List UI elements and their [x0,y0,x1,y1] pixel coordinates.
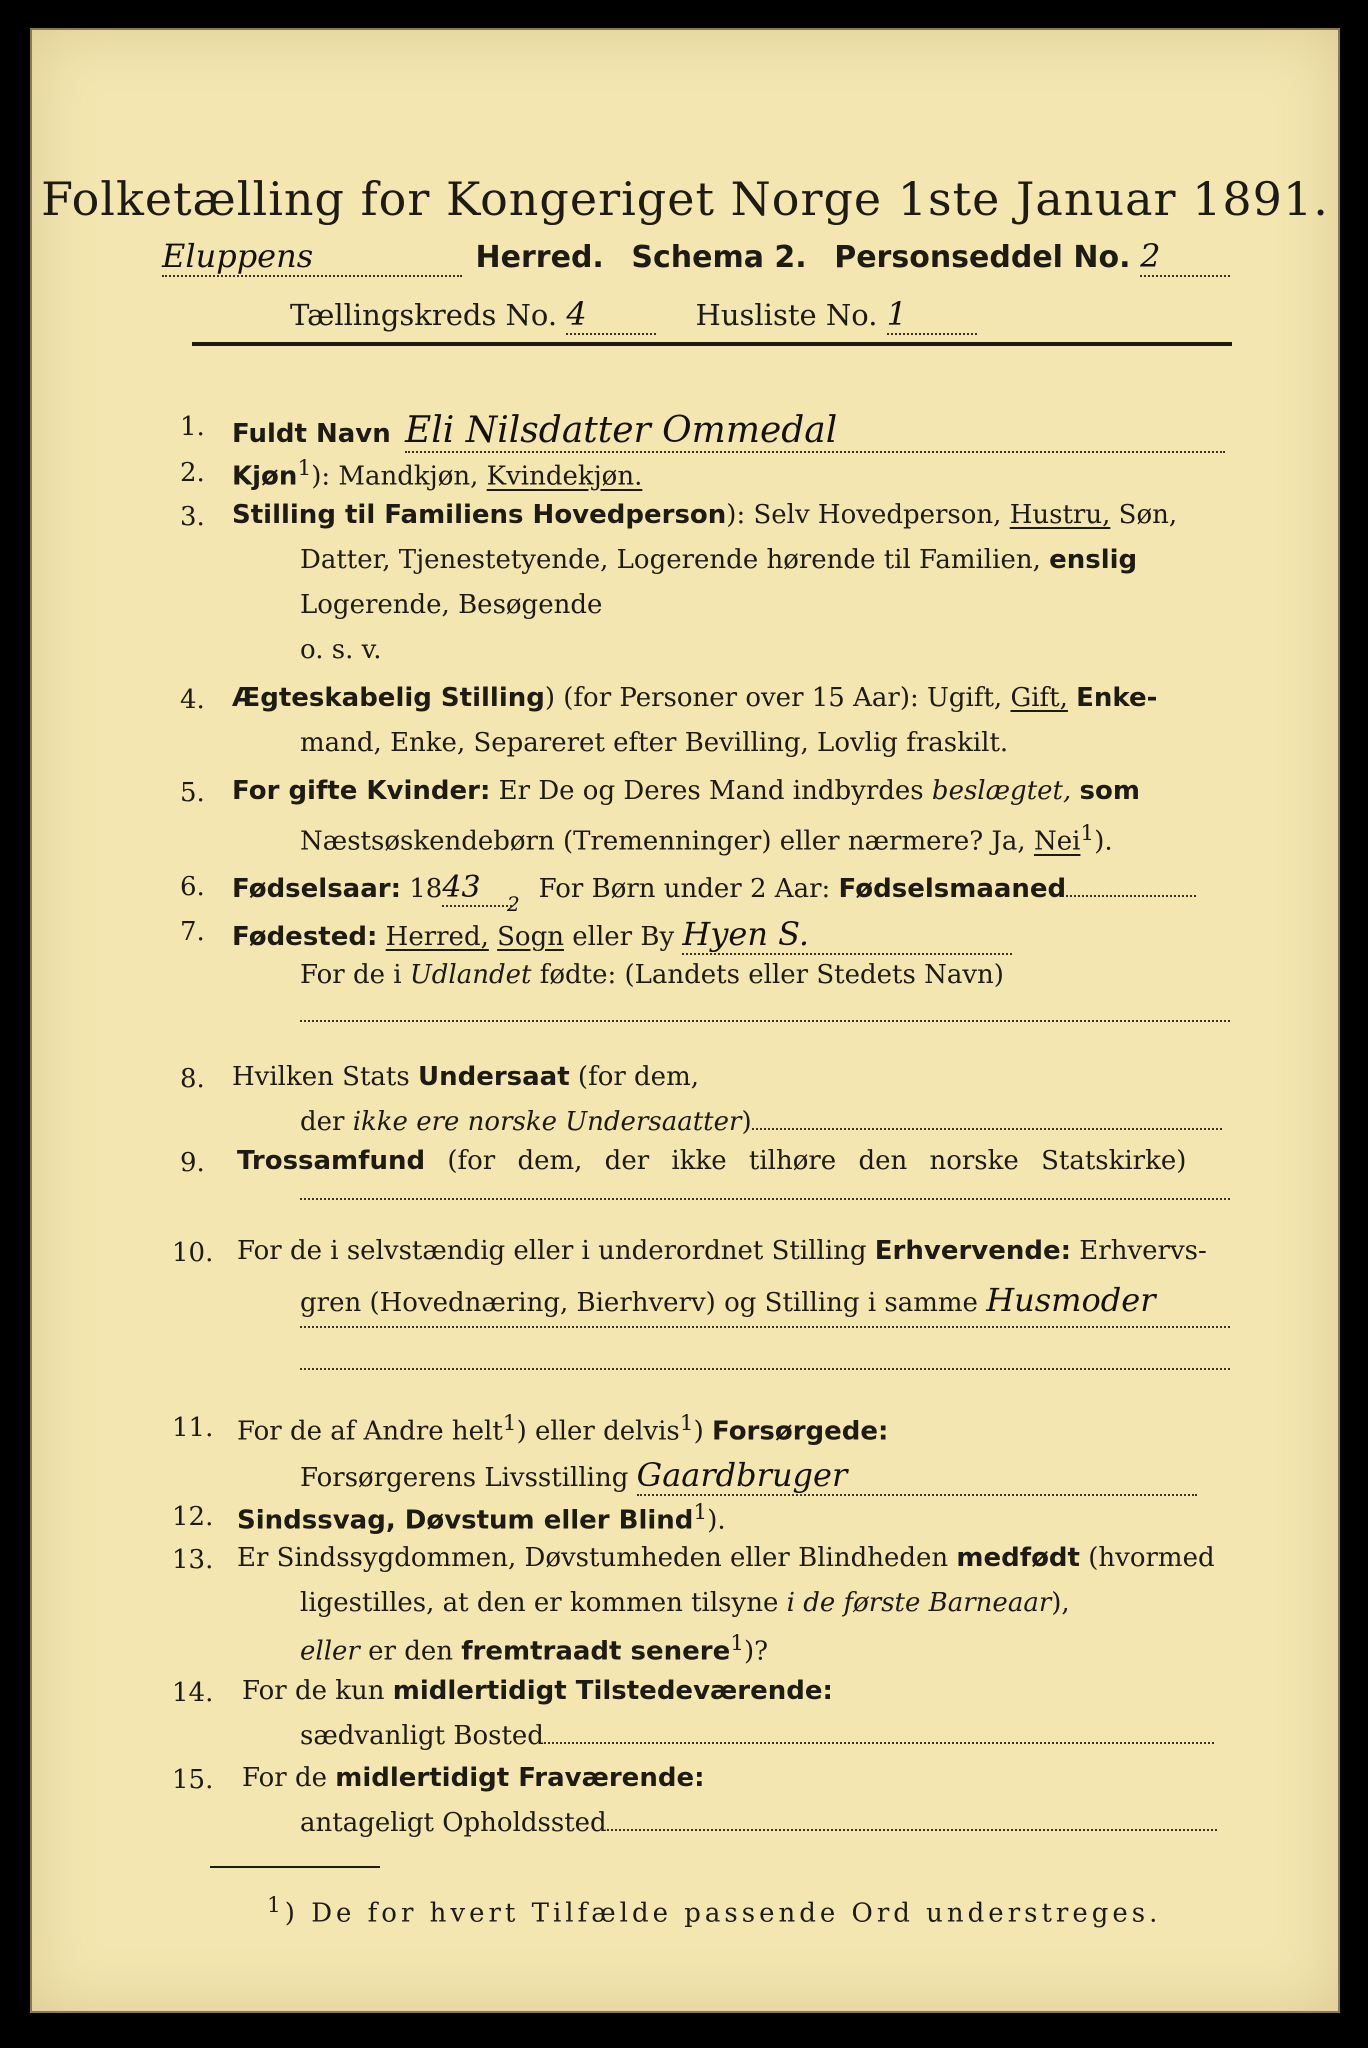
q7-label: Fødested: [232,922,378,952]
census-form: Folketælling for Kongeriget Norge 1ste Januar 1891. Eluppens Herred. Schema 2. Personseddel No. 2 Tællingskreds No. 4 Husliste No. 1 1. Fuldt Navn Eli Nilsdatter Ommedal 2. Kjøn$^1$): Mandkjøn, Kvindekjøn. 3. Stilling til Familiens Hovedperson): Selv Hovedperson, Hustru, Søn, Datter, Tjenestetyende, Logerende hørende til Familien, enslig Logerende, Besøgende o. s. v. 4. Ægteskabelig Stilling) (for Personer over 15 Aar): Ugift, Gift, Enke- mand, Enke, Separeret efter Bevilling, Lovlig fraskilt. 5. For gifte Kvinder: Er De og Deres Mand indbyrdes beslægtet, som Næstsøskendebørn (Tremenninger) eller nærmere? Ja, Nei$^1$). 6. Fødselsaar: 1843 For Børn under 2 Aar: Fødselsmaaned 7. Fødested: Herred, Sogn eller By Hyen S. 2 For de i Udlandet fødte: (Landets eller Stedets Navn) 8. Hvilken Stats Undersaat (for dem, der ikke ere norske Undersaatter) 9. Trossamfund (for dem, der ikke tilhøre den norske Statskirke) 10. For de i selvstændig eller i underordnet Stilling Erhvervende: Erhvervs- gren (Hovednæring, Bierhverv) og Stilling i samme Husmoder 11. For de af Andre helt$^1$) eller delvis$^1$) Forsørgede: Forsørgerens Livsstilling Gaardbruger 12. Sindssvag, Døvstum eller Blind$^1$). 13. Er Sindssygdommen, Døvstumheden eller Blindheden medfødt (hvormed ligestilles, at den er kommen tilsyne i de første Barneaar), eller er den fremtraadt senere$^1$)? 14. For de kun midlertidigt Tilstedeværende: sædvanligt Bosted 15. For de midlertidigt Fraværende: antageligt Opholdssted $^1$) De for hvert Tilfælde passende Ord understreges. [30,28,1340,2013]
q5-label: For gifte Kvinder: [232,776,491,806]
q13-number: 13. [172,1545,214,1575]
q8-number: 8. [180,1064,205,1094]
birthplace-value: Hyen S. [682,915,1012,955]
kvindekjon-underlined: Kvindekjøn. [486,461,643,492]
q9-row: Trossamfund (for dem, der ikke tilhøre den norske Statskirke) [237,1146,1187,1176]
q13-row: Er Sindssygdommen, Døvstumheden eller Blindheden medfødt (hvormed [237,1543,1215,1573]
provider-occupation-value: Gaardbruger [637,1456,1197,1496]
q10-row: For de i selvstændig eller i underordnet Stilling Erhvervende: Erhvervs- [237,1236,1207,1266]
q10-label: Erhvervende: [874,1236,1072,1266]
q1-row [232,410,1225,453]
form-title: Folketælling for Kongeriget Norge 1ste Januar 1891. [41,172,1329,226]
q14-row: For de kun midlertidigt Tilstedeværende: [242,1676,833,1706]
husliste-label: Husliste No. [695,298,878,332]
hustru-underlined: Hustru, [1009,500,1111,530]
q4-row: Ægteskabelig Stilling) (for Personer over 15 Aar): Ugift, Gift, Enke- [232,683,1158,713]
q14-label: midlertidigt Tilstedeværende: [392,1676,833,1706]
gift-underlined: Gift, [1010,683,1068,713]
q3-number: 3. [180,502,205,532]
q6-row: Fødselsaar: 1843 For Børn under 2 Aar: Fødselsmaaned [232,870,1196,907]
nei-underlined: Nei [1033,826,1081,857]
q5-number: 5. [180,778,205,808]
q15-label: midlertidigt Fraværende: [335,1763,705,1793]
q9-number: 9. [180,1148,205,1178]
footnote-rule [210,1866,380,1868]
herred-label: Herred. [475,240,604,275]
q8-row: Hvilken Stats Undersaat (for dem, [232,1062,699,1092]
q5-row: For gifte Kvinder: Er De og Deres Mand indbyrdes beslægtet, som [232,776,1140,806]
q2-label: Kjøn [232,461,298,492]
q3-label: Stilling til Familiens Hovedperson [232,500,727,530]
occupation-value: Husmoder [986,1281,1156,1319]
q3-row: Stilling til Familiens Hovedperson): Selv Hovedperson, Hustru, Søn, [232,500,1178,530]
q12-row: Sindssvag, Døvstum eller Blind$^1$). [237,1500,726,1536]
q1-label: Fuldt Navn [232,419,391,449]
q11-row: For de af Andre helt$^1$) eller delvis$^1$) Forsørgede: [237,1411,889,1447]
q15-row: For de midlertidigt Fraværende: [242,1763,705,1793]
q12-number: 12. [172,1502,214,1532]
q2-number: 2. [180,458,205,488]
husliste-value: 1 [887,295,977,335]
personseddel-label: Personseddel No. [834,240,1131,275]
sogn-mark: 2 [507,892,520,916]
q11-label: Forsørgede: [711,1416,889,1447]
q1-number: 1. [180,412,205,442]
q4-label: Ægteskabelig Stilling [232,683,545,713]
q7-row: Fødested: Herred, Sogn eller By Hyen S. [232,915,1012,955]
personseddel-value: 2 [1140,237,1230,277]
q8-label: Undersaat [417,1062,570,1092]
q4-number: 4. [180,685,205,715]
taellingskreds-line [290,295,977,335]
q13-label: medfødt [956,1543,1080,1573]
herred-value: Eluppens [162,237,462,277]
q14-number: 14. [172,1678,214,1708]
q6-label: Fødselsaar: [232,874,401,904]
q11-number: 11. [172,1413,214,1443]
q9-label: Trossamfund [237,1146,426,1176]
taellingskreds-label: Tællingskreds No. [290,298,558,332]
footnote: $^1$) De for hvert Tilfælde passende Ord understreges. [267,1893,1162,1929]
q6-number: 6. [180,872,205,902]
q7-number: 7. [180,917,205,947]
full-name-value: Eli Nilsdatter Ommedal [405,410,1225,453]
schema-label: Schema 2. [631,240,807,275]
q12-label: Sindssvag, Døvstum eller Blind [237,1505,694,1536]
taellingskreds-value: 4 [566,295,656,335]
q2-row: Kjøn$^1$): Mandkjøn, Kvindekjøn. [232,456,643,492]
q10-number: 10. [172,1238,214,1268]
header-rule [192,342,1232,346]
birth-year-value: 43 [442,870,512,907]
herred-line [162,237,1230,277]
q15-number: 15. [172,1765,214,1795]
